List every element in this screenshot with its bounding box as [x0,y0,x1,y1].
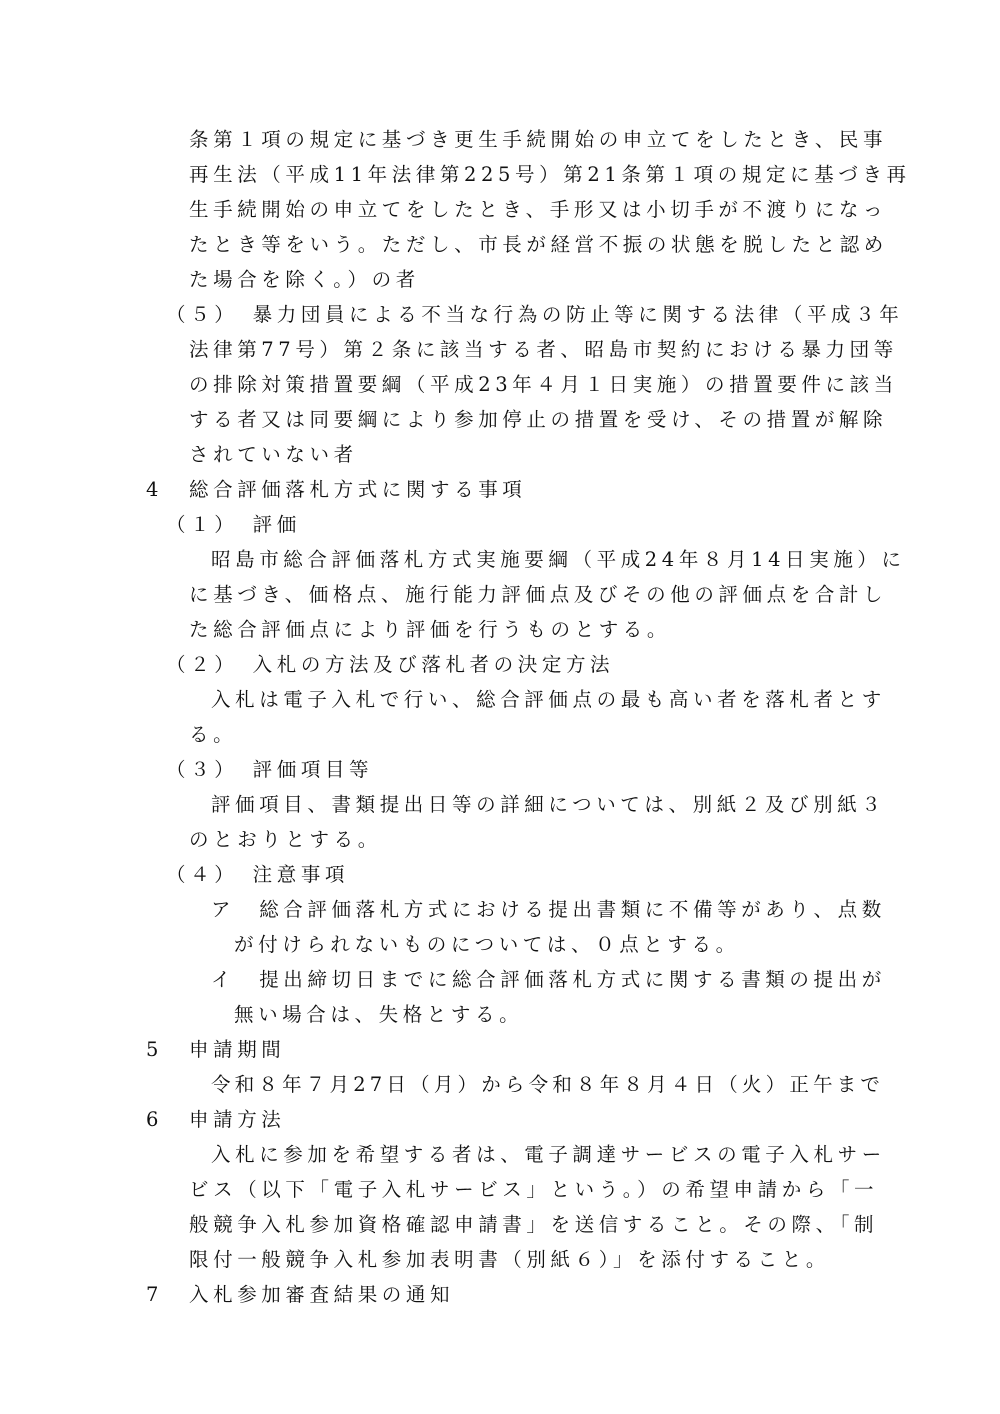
section-number: 6 [146,1108,159,1131]
text-line: た場合を除く。）の者 [189,268,420,291]
text-line: されていない者 [189,443,358,466]
text-line: の排除対策措置要綱（平成23年４月１日実施）の措置要件に該当 [189,373,898,396]
text-line: ビス（以下「電子入札サービス」という。）の希望申請から「一 [189,1178,879,1201]
section-number: 5 [146,1038,159,1061]
sub-item: イ 提出締切日までに総合評価落札方式に関する書類の提出が [211,968,886,991]
text-line: 般競争入札参加資格確認申請書」を送信すること。その際、「制 [189,1213,879,1236]
item-heading: （２） 入札の方法及び落札者の決定方法 [166,653,615,676]
sub-item: ア 総合評価落札方式における提出書類に不備等があり、点数 [211,898,886,921]
text-line: 評価項目、書類提出日等の詳細については、別紙２及び別紙３ [211,793,886,816]
text-line: 令和８年７月27日（月）から令和８年８月４日（火）正午まで [211,1073,885,1096]
section-number: 4 [146,478,159,501]
text-line: る。 [189,723,238,746]
text-line: 限付一般競争入札参加表明書（別紙６）」を添付すること。 [189,1248,830,1271]
item-heading: （４） 注意事項 [166,863,350,886]
section-heading: 総合評価落札方式に関する事項 [189,478,527,501]
text-line: たとき等をいう。ただし、市長が経営不振の状態を脱したと認め [189,233,888,256]
text-line: 入札に参加を希望する者は、電子調達サービスの電子入札サー [211,1143,886,1166]
text-line: 昭島市総合評価落札方式実施要綱（平成24年８月14日実施）に [211,548,906,571]
text-line: が付けられないものについては、０点とする。 [234,933,740,956]
section-number: 7 [146,1283,159,1306]
text-line: 再生法（平成11年法律第225号）第21条第１項の規定に基づき再 [189,163,911,186]
text-line: する者又は同要綱により参加停止の措置を受け、その措置が解除 [189,408,888,431]
section-heading: 入札参加審査結果の通知 [189,1283,455,1306]
text-line: た総合評価点により評価を行うものとする。 [189,618,672,641]
section-heading: 申請方法 [189,1108,286,1131]
text-line: のとおりとする。 [189,828,382,851]
text-line: 入札は電子入札で行い、総合評価点の最も高い者を落札者とす [211,688,886,711]
text-line: 無い場合は、失格とする。 [234,1003,524,1026]
item-heading: （３） 評価項目等 [166,758,374,781]
text-line: 条第１項の規定に基づき更生手続開始の申立てをしたとき、民事 [189,128,888,151]
text-line: に基づき、価格点、施行能力評価点及びその他の評価点を合計し [189,583,888,606]
text-line: 生手続開始の申立てをしたとき、手形又は小切手が不渡りになっ [189,198,888,221]
item-heading: （５） 暴力団員による不当な行為の防止等に関する法律（平成３年 [166,303,904,326]
text-line: 法律第77号）第２条に該当する者、昭島市契約における暴力団等 [189,338,898,361]
section-heading: 申請期間 [189,1038,286,1061]
item-heading: （１） 評価 [166,513,301,536]
